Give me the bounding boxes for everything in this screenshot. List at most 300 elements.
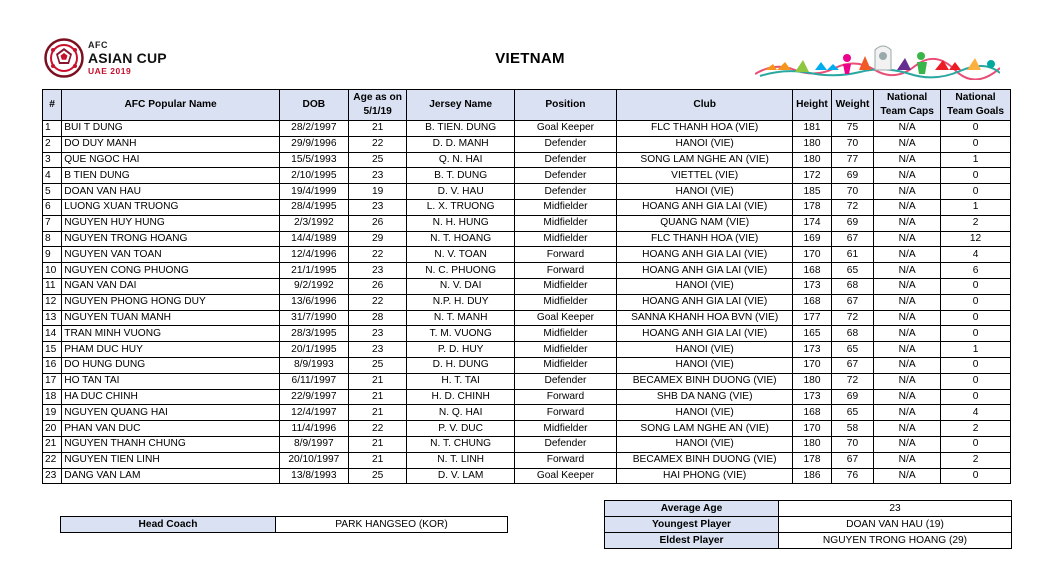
cell-number: 21 [43,436,62,452]
cell-jersey-name: D. V. HAU [407,184,514,200]
cell-position: Midfielder [514,326,616,342]
cell-position: Goal Keeper [514,121,616,137]
table-row [43,278,1011,294]
cell-position: Goal Keeper [514,310,616,326]
cell-dob: 20/10/1997 [279,452,348,468]
cell-position: Midfielder [514,294,616,310]
cell-dob: 21/1/1995 [279,263,348,279]
cell-number: 17 [43,373,62,389]
cell-age: 22 [348,294,407,310]
cell-dob: 2/10/1995 [279,168,348,184]
cell-club: HANOI (VIE) [617,342,793,358]
cell-club: SANNA KHANH HOA BVN (VIE) [617,310,793,326]
cell-age: 23 [348,168,407,184]
cell-club: HANOI (VIE) [617,136,793,152]
cell-position: Forward [514,247,616,263]
logo-wordmark [88,41,167,76]
cell-number: 18 [43,389,62,405]
cell-height: 180 [793,373,831,389]
cell-height: 173 [793,278,831,294]
cell-caps: N/A [874,263,941,279]
col-header-goals: National Team Goals [941,90,1011,121]
cell-position: Forward [514,389,616,405]
cell-jersey-name: L. X. TRUONG [407,199,514,215]
cell-number: 20 [43,421,62,437]
cell-age: 25 [348,468,407,484]
cell-name: DOAN VAN HAU [62,184,280,200]
cell-name: NGUYEN TIEN LINH [62,452,280,468]
cell-number: 14 [43,326,62,342]
table-row [43,136,1011,152]
cell-age: 25 [348,152,407,168]
cell-weight: 67 [831,294,874,310]
cell-name: TRAN MINH VUONG [62,326,280,342]
cell-caps: N/A [874,294,941,310]
cell-club: QUANG NAM (VIE) [617,215,793,231]
cell-number: 7 [43,215,62,231]
cell-height: 172 [793,168,831,184]
cell-name: B TIEN DUNG [62,168,280,184]
cell-club: HANOI (VIE) [617,357,793,373]
cell-jersey-name: N. T. LINH [407,452,514,468]
cell-weight: 70 [831,136,874,152]
cell-name: NGUYEN THANH CHUNG [62,436,280,452]
cell-club: FLC THANH HOA (VIE) [617,121,793,137]
cell-goals: 0 [941,468,1011,484]
cell-caps: N/A [874,326,941,342]
cell-goals: 0 [941,136,1011,152]
col-header-height: Height [793,90,831,121]
cell-age: 28 [348,310,407,326]
cell-goals: 0 [941,436,1011,452]
cell-jersey-name: N. V. DAI [407,278,514,294]
cell-club: FLC THANH HOA (VIE) [617,231,793,247]
cell-club: BECAMEX BINH DUONG (VIE) [617,373,793,389]
cell-age: 21 [348,452,407,468]
stat-value: DOAN VAN HAU (19) [779,517,1012,533]
cell-goals: 12 [941,231,1011,247]
cell-dob: 29/9/1996 [279,136,348,152]
cell-goals: 1 [941,199,1011,215]
cell-number: 2 [43,136,62,152]
cell-jersey-name: T. M. VUONG [407,326,514,342]
cell-position: Midfielder [514,421,616,437]
page-title: VIETNAM [495,50,565,67]
tournament-banner-icon [755,40,1000,80]
cell-age: 22 [348,421,407,437]
cell-age: 23 [348,326,407,342]
cell-position: Midfielder [514,231,616,247]
cell-number: 4 [43,168,62,184]
stat-value: NGUYEN TRONG HOANG (29) [779,533,1012,549]
cell-name: DANG VAN LAM [62,468,280,484]
cell-name: NGAN VAN DAI [62,278,280,294]
table-row [43,215,1011,231]
cell-position: Midfielder [514,342,616,358]
cell-goals: 4 [941,247,1011,263]
cell-height: 173 [793,342,831,358]
col-header-jersey-name: Jersey Name [407,90,514,121]
cell-number: 8 [43,231,62,247]
table-row [43,199,1011,215]
cell-position: Defender [514,373,616,389]
cell-jersey-name: P. V. DUC [407,421,514,437]
cell-name: PHAM DUC HUY [62,342,280,358]
cell-position: Defender [514,168,616,184]
cell-number: 3 [43,152,62,168]
cell-weight: 65 [831,263,874,279]
cell-caps: N/A [874,373,941,389]
logo-line-uae: UAE 2019 [88,66,132,76]
afc-asian-cup-logo [44,38,184,80]
cell-name: NGUYEN CONG PHUONG [62,263,280,279]
football-logo-icon [44,38,84,78]
cell-weight: 72 [831,310,874,326]
cell-caps: N/A [874,199,941,215]
cell-age: 25 [348,357,407,373]
table-row [43,326,1011,342]
cell-caps: N/A [874,168,941,184]
cell-club: HOANG ANH GIA LAI (VIE) [617,199,793,215]
cell-age: 19 [348,184,407,200]
cell-goals: 0 [941,389,1011,405]
cell-age: 21 [348,405,407,421]
cell-club: SONG LAM NGHE AN (VIE) [617,421,793,437]
cell-jersey-name: N. T. MANH [407,310,514,326]
cell-height: 178 [793,452,831,468]
cell-number: 23 [43,468,62,484]
col-header-dob: DOB [279,90,348,121]
cell-number: 16 [43,357,62,373]
cell-club: HOANG ANH GIA LAI (VIE) [617,326,793,342]
cell-dob: 8/9/1997 [279,436,348,452]
col-header-age: Age as on 5/1/19 [348,90,407,121]
squad-table-body [43,121,1011,484]
cell-age: 26 [348,278,407,294]
table-row [43,452,1011,468]
cell-position: Midfielder [514,278,616,294]
logo-line-afc: AFC [88,40,108,50]
cell-weight: 65 [831,342,874,358]
cell-name: LUONG XUAN TRUONG [62,199,280,215]
cell-height: 185 [793,184,831,200]
cell-dob: 15/5/1993 [279,152,348,168]
table-row [43,121,1011,137]
cell-height: 170 [793,421,831,437]
cell-weight: 72 [831,199,874,215]
cell-jersey-name: N. T. CHUNG [407,436,514,452]
cell-age: 23 [348,263,407,279]
cell-height: 169 [793,231,831,247]
cell-goals: 0 [941,184,1011,200]
cell-dob: 20/1/1995 [279,342,348,358]
cell-dob: 13/6/1996 [279,294,348,310]
cell-dob: 28/2/1997 [279,121,348,137]
cell-age: 22 [348,247,407,263]
cell-caps: N/A [874,421,941,437]
table-row [43,436,1011,452]
cell-age: 23 [348,199,407,215]
cell-number: 19 [43,405,62,421]
cell-jersey-name: H. T. TAI [407,373,514,389]
cell-caps: N/A [874,136,941,152]
cell-name: PHAN VAN DUC [62,421,280,437]
cell-number: 5 [43,184,62,200]
cell-weight: 68 [831,278,874,294]
cell-caps: N/A [874,468,941,484]
cell-club: HANOI (VIE) [617,278,793,294]
cell-age: 21 [348,436,407,452]
table-row [43,421,1011,437]
cell-height: 170 [793,357,831,373]
col-header-club: Club [617,90,793,121]
cell-name: QUE NGOC HAI [62,152,280,168]
stat-label: Eldest Player [605,533,779,549]
cell-position: Midfielder [514,357,616,373]
cell-jersey-name: N. C. PHUONG [407,263,514,279]
cell-name: BUI T DUNG [62,121,280,137]
cell-name: DO DUY MANH [62,136,280,152]
stat-value: 23 [779,501,1012,517]
cell-number: 9 [43,247,62,263]
cell-name: HO TAN TAI [62,373,280,389]
cell-weight: 69 [831,389,874,405]
cell-dob: 9/2/1992 [279,278,348,294]
head-coach-table [60,516,508,533]
cell-age: 29 [348,231,407,247]
cell-height: 168 [793,405,831,421]
cell-position: Defender [514,184,616,200]
cell-goals: 0 [941,294,1011,310]
cell-caps: N/A [874,152,941,168]
cell-dob: 14/4/1989 [279,231,348,247]
cell-dob: 11/4/1996 [279,421,348,437]
head-coach-label: Head Coach [61,517,276,533]
cell-caps: N/A [874,247,941,263]
cell-dob: 12/4/1997 [279,405,348,421]
cell-number: 1 [43,121,62,137]
cell-caps: N/A [874,184,941,200]
cell-dob: 2/3/1992 [279,215,348,231]
cell-dob: 31/7/1990 [279,310,348,326]
cell-caps: N/A [874,231,941,247]
cell-name: NGUYEN TRONG HOANG [62,231,280,247]
cell-club: VIETTEL (VIE) [617,168,793,184]
cell-height: 168 [793,294,831,310]
cell-club: HANOI (VIE) [617,184,793,200]
cell-height: 186 [793,468,831,484]
cell-position: Defender [514,436,616,452]
cell-caps: N/A [874,436,941,452]
cell-number: 15 [43,342,62,358]
cell-club: HANOI (VIE) [617,405,793,421]
cell-dob: 28/3/1995 [279,326,348,342]
cell-weight: 70 [831,184,874,200]
cell-position: Forward [514,263,616,279]
cell-number: 11 [43,278,62,294]
head-coach-row [61,517,508,533]
table-row [43,231,1011,247]
cell-dob: 28/4/1995 [279,199,348,215]
table-row [43,294,1011,310]
table-row [43,247,1011,263]
table-row [43,152,1011,168]
cell-caps: N/A [874,389,941,405]
cell-weight: 67 [831,357,874,373]
cell-position: Midfielder [514,215,616,231]
cell-weight: 67 [831,452,874,468]
table-row [43,168,1011,184]
cell-caps: N/A [874,278,941,294]
cell-goals: 4 [941,405,1011,421]
cell-position: Goal Keeper [514,468,616,484]
cell-number: 12 [43,294,62,310]
cell-goals: 1 [941,152,1011,168]
cell-age: 21 [348,389,407,405]
cell-goals: 2 [941,452,1011,468]
cell-height: 168 [793,263,831,279]
stat-row-youngest [605,517,1012,533]
cell-weight: 70 [831,436,874,452]
cell-caps: N/A [874,405,941,421]
cell-height: 165 [793,326,831,342]
cell-jersey-name: B. T. DUNG [407,168,514,184]
table-header-row [43,90,1011,121]
cell-jersey-name: D. D. MANH [407,136,514,152]
table-row [43,373,1011,389]
cell-jersey-name: Q. N. HAI [407,152,514,168]
cell-name: DO HUNG DUNG [62,357,280,373]
cell-club: SONG LAM NGHE AN (VIE) [617,152,793,168]
cell-height: 173 [793,389,831,405]
cell-caps: N/A [874,342,941,358]
col-header-name: AFC Popular Name [62,90,280,121]
cell-age: 26 [348,215,407,231]
cell-dob: 13/8/1993 [279,468,348,484]
head-coach-value: PARK HANGSEO (KOR) [276,517,508,533]
squad-table [42,89,1011,484]
col-header-caps: National Team Caps [874,90,941,121]
cell-caps: N/A [874,121,941,137]
cell-weight: 58 [831,421,874,437]
table-row [43,184,1011,200]
cell-goals: 0 [941,310,1011,326]
table-row [43,310,1011,326]
cell-dob: 8/9/1993 [279,357,348,373]
col-header-position: Position [514,90,616,121]
cell-caps: N/A [874,215,941,231]
cell-position: Forward [514,452,616,468]
cell-jersey-name: H. D. CHINH [407,389,514,405]
cell-goals: 0 [941,278,1011,294]
cell-name: NGUYEN QUANG HAI [62,405,280,421]
cell-goals: 0 [941,168,1011,184]
cell-height: 180 [793,152,831,168]
cell-club: SHB DA NANG (VIE) [617,389,793,405]
cell-height: 177 [793,310,831,326]
stat-label: Average Age [605,501,779,517]
cell-caps: N/A [874,310,941,326]
cell-age: 21 [348,121,407,137]
stat-label: Youngest Player [605,517,779,533]
cell-name: NGUYEN HUY HUNG [62,215,280,231]
cell-jersey-name: N.P. H. DUY [407,294,514,310]
cell-dob: 12/4/1996 [279,247,348,263]
cell-name: NGUYEN TUAN MANH [62,310,280,326]
cell-dob: 6/11/1997 [279,373,348,389]
cell-weight: 65 [831,405,874,421]
cell-club: HAI PHONG (VIE) [617,468,793,484]
cell-number: 6 [43,199,62,215]
col-header-number: # [43,90,62,121]
cell-weight: 61 [831,247,874,263]
cell-weight: 77 [831,152,874,168]
cell-club: HANOI (VIE) [617,436,793,452]
cell-height: 180 [793,136,831,152]
stat-row-eldest [605,533,1012,549]
cell-club: HOANG ANH GIA LAI (VIE) [617,247,793,263]
cell-goals: 0 [941,357,1011,373]
cell-goals: 0 [941,373,1011,389]
cell-club: HOANG ANH GIA LAI (VIE) [617,263,793,279]
cell-goals: 0 [941,326,1011,342]
cell-age: 22 [348,136,407,152]
cell-weight: 75 [831,121,874,137]
table-row [43,342,1011,358]
cell-weight: 69 [831,168,874,184]
cell-jersey-name: B. TIEN. DUNG [407,121,514,137]
cell-caps: N/A [874,357,941,373]
cell-jersey-name: D. H. DUNG [407,357,514,373]
cell-age: 23 [348,342,407,358]
cell-position: Defender [514,136,616,152]
cell-weight: 69 [831,215,874,231]
cell-dob: 22/9/1997 [279,389,348,405]
cell-weight: 68 [831,326,874,342]
cell-height: 178 [793,199,831,215]
cell-jersey-name: N. T. HOANG [407,231,514,247]
col-header-weight: Weight [831,90,874,121]
cell-weight: 67 [831,231,874,247]
cell-position: Forward [514,405,616,421]
cell-jersey-name: N. Q. HAI [407,405,514,421]
logo-line-asian-cup: ASIAN CUP [88,50,167,66]
cell-number: 13 [43,310,62,326]
cell-height: 181 [793,121,831,137]
cell-goals: 6 [941,263,1011,279]
cell-position: Defender [514,152,616,168]
cell-club: BECAMEX BINH DUONG (VIE) [617,452,793,468]
cell-name: NGUYEN VAN TOAN [62,247,280,263]
cell-goals: 1 [941,342,1011,358]
cell-position: Midfielder [514,199,616,215]
table-row [43,405,1011,421]
cell-jersey-name: N. V. TOAN [407,247,514,263]
cell-club: HOANG ANH GIA LAI (VIE) [617,294,793,310]
table-row [43,357,1011,373]
cell-weight: 72 [831,373,874,389]
cell-height: 180 [793,436,831,452]
squad-stats-table [604,500,1012,549]
table-row [43,389,1011,405]
cell-name: NGUYEN PHONG HONG DUY [62,294,280,310]
cell-number: 22 [43,452,62,468]
cell-goals: 2 [941,421,1011,437]
table-row [43,468,1011,484]
cell-jersey-name: P. D. HUY [407,342,514,358]
stat-row-average-age [605,501,1012,517]
cell-name: HA DUC CHINH [62,389,280,405]
